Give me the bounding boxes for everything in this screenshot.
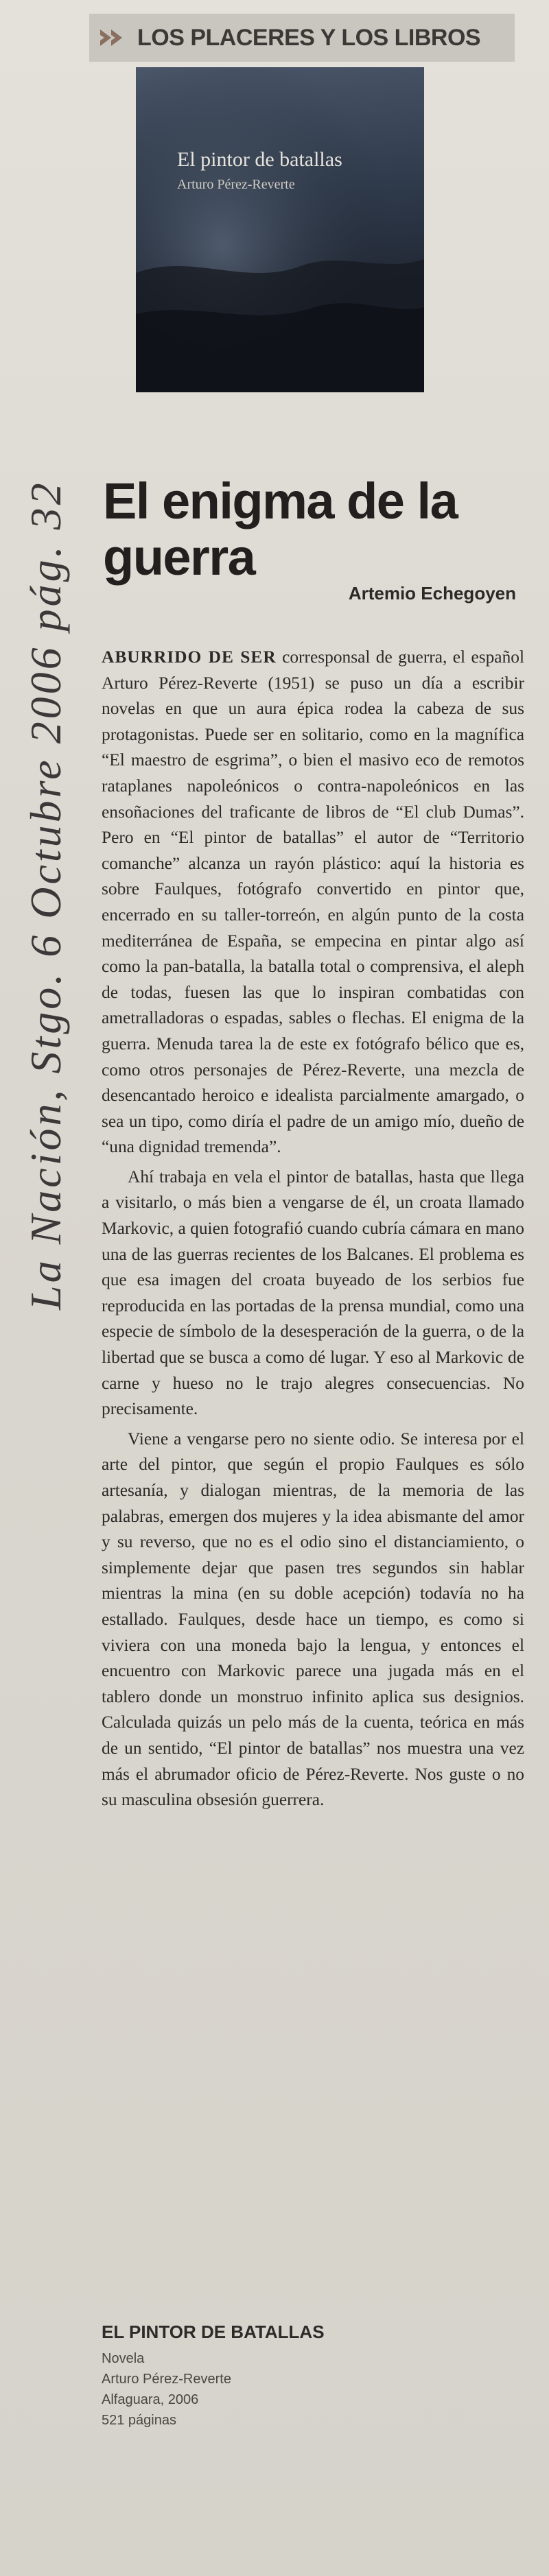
book-info-genre: Novela [102, 2351, 145, 2366]
double-chevron-right-icon [96, 24, 137, 51]
article-byline: Artemio Echegoyen [348, 583, 516, 604]
article-headline: El enigma de la guerra [103, 472, 458, 586]
handwritten-margin-note [21, 288, 82, 1317]
paragraph-1-text: corresponsal de guerra, el español Arturo Pérez-Reverte (1951) se puso un día a escribir novelas en que un aura épica rodea la cabeza de sus protagonistas. Puede ser en solitario, como en la magnífica “El maestro de esgrima”, o bien el masivo eco de remotos rataplanes napoleónicos o contra-napoleónicos en las ensoñaciones del traficante de libros de “El club Dumas”. Pero en “El pintor de batallas” el autor de “Territorio comanche” alcanza un rayón plástico: aquí la historia es sobre Faulques, fotógrafo convertido en pintor que, encerrado en su taller-torreón, en algún punto de la costa mediterránea de España, se empecina en pintar algo así como la pan-batalla, la batalla total o comprensiva, el aleph de todas, fuesen las que lo inspiran combatidas con ametralladoras o espadas, sables o flechas. El enigma de la guerra. Menuda tarea la de este ex fotógrafo bélico que es, como otros personajes de Pérez-Reverte, una mezcla de desencantado heroico e idealista parcialmente amargado, o sea un tipo, como diría el padre de un amigo mío, dueño de “una dignidad tremenda”. [102, 647, 525, 1157]
section-header [89, 14, 515, 62]
svg-text:La Nación, Stgo. 6 Octubre 200: La Nación, Stgo. 6 Octubre 2006 pág. 32 [21, 480, 70, 1310]
cover-author: Arturo Pérez-Reverte [177, 177, 295, 192]
book-info-pages: 521 páginas [102, 2413, 176, 2428]
book-info-title: EL PINTOR DE BATALLAS [102, 2322, 325, 2342]
paragraph-2: Ahí trabaja en vela el pintor de batallas, hasta que llega a visitarlo, o más bien a vengarse de él, un croata llamado Markovic, a quien fotografió cuando cubría cámara en mano una de las guerras recientes de los Balcanes. El problema es que esa imagen del croata buyeado de los serbios fue reproducida en las portadas de la prensa mundial, como una especie de símbolo de la desesperación de la guerra, o de la libertad que se busca a como dé lugar. Y eso al Markovic de carne y hueso no le trajo alegres consecuencias. No precisamente. [102, 1167, 524, 1419]
paragraph-3: Viene a vengarse pero no siente odio. Se interesa por el arte del pintor, que según el propio Faulques es sólo artesanía, y dialogan mientras, de la memoria de las palabras, emergen dos mujeres y la idea abismante del amor y su reverso, que no es el odio sino el distanciamiento, o simplemente dejar que pasen tres segundos sin hablar mientras la mina (en su doble acepción) todavía no ha estallado. Faulques, desde hace un tiempo, es como si viviera con una moneda bajo la lengua, y entonces el encuentro con Markovic parece una jugada más en el tablero donde un monstruo infinito aplica sus designios. Calculada quizás un pelo más de la cuenta, teórica en más de un sentido, “El pintor de batallas” nos muestra una vez más el abrumador oficio de Pérez-Reverte. Nos guste o no su masculina obsesión guerrera. [102, 1429, 524, 1810]
article-body [102, 645, 524, 1813]
book-cover [136, 67, 424, 392]
cover-artwork [136, 67, 424, 392]
cover-title: El pintor de batallas [177, 148, 342, 171]
lead-caps: ABURRIDO DE SER [102, 647, 277, 667]
book-info-publisher: Alfaguara, 2006 [102, 2392, 199, 2407]
handwritten-annotation [21, 288, 82, 1317]
section-title: LOS PLACERES Y LOS LIBROS [137, 24, 481, 51]
book-info-box [102, 2322, 513, 2431]
book-info-author: Arturo Pérez-Reverte [102, 2372, 231, 2387]
paragraph-1 [102, 645, 524, 1160]
